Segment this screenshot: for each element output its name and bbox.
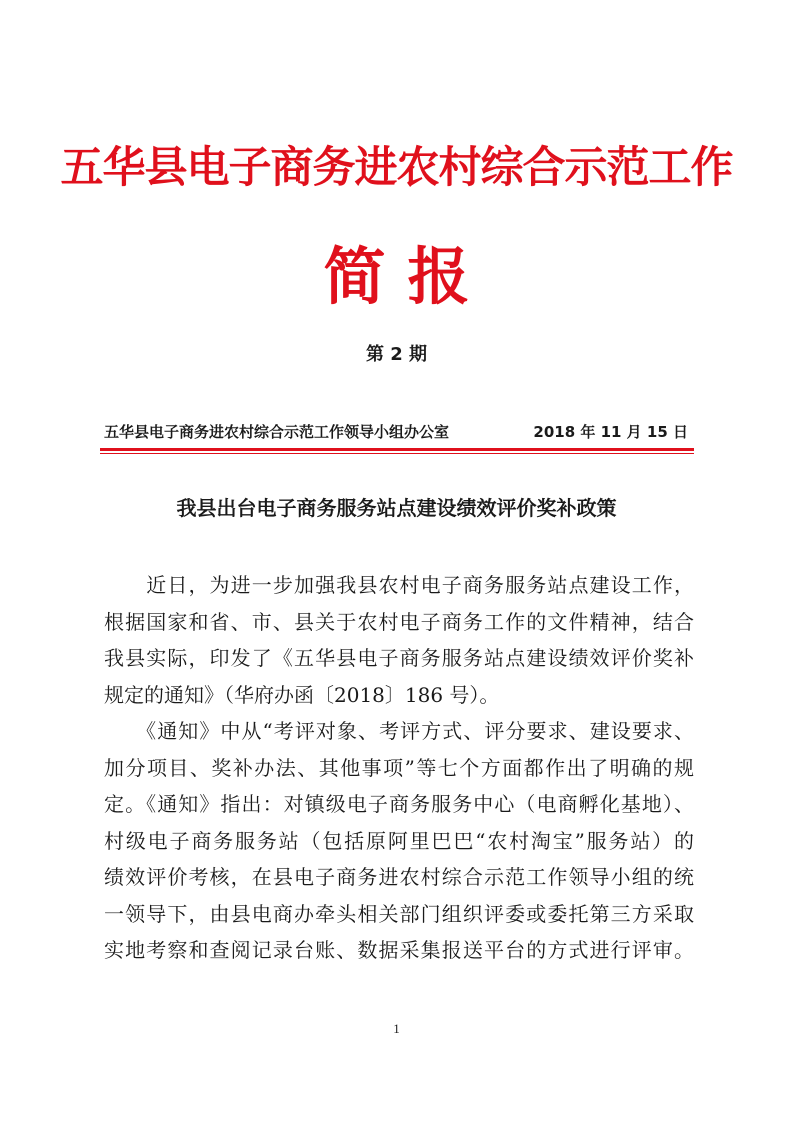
- text-line: 加分项目、奖补办法、其他事项”等七个方面都作出了明确的规: [104, 755, 694, 780]
- header-divider-thin: [100, 453, 694, 454]
- text-line: 定。《通知》指出：对镇级电子商务服务中心（电商孵化基地）、: [104, 792, 694, 816]
- issuing-office: 五华县电子商务进农村综合示范工作领导小组办公室: [104, 423, 450, 441]
- masthead-title: 五华县电子商务进农村综合示范工作: [60, 143, 733, 193]
- page-number: 1: [393, 1021, 400, 1036]
- bulletin-heading: 简报: [323, 240, 492, 313]
- text-line: 我县实际，印发了《五华县电子商务服务站点建设绩效评价奖补: [104, 646, 694, 670]
- text-line: 一领导下，由县电商办牵头相关部门组织评委或委托第三方采取: [104, 901, 694, 926]
- text-line: 实地考察和查阅记录台账、数据采集报送平台的方式进行评审。: [104, 938, 694, 962]
- text-line: 绩效评价考核，在县电子商务进农村综合示范工作领导小组的统: [104, 865, 694, 889]
- article-body: [104, 567, 694, 969]
- issue-number: 第 2 期: [365, 344, 428, 365]
- header-divider-thick: [100, 448, 694, 451]
- text-line: 近日，为进一步加强我县农村电子商务服务站点建设工作，: [104, 573, 694, 597]
- issuer-row: [104, 419, 694, 445]
- text-line: 规定的通知》（华府办函〔2018〕186 号）。: [104, 682, 500, 707]
- article-title: 我县出台电子商务服务站点建设绩效评价奖补政策: [176, 496, 617, 520]
- text-line: 村级电子商务服务站（包括原阿里巴巴“农村淘宝”服务站）的: [104, 828, 694, 853]
- issue-date: 2018 年 11 月 15 日: [533, 423, 688, 441]
- text-line: 《通知》中从“考评对象、考评方式、评分要求、建设要求、: [104, 719, 694, 743]
- paragraph-2: [104, 713, 694, 969]
- text-line: 根据国家和省、市、县关于农村电子商务工作的文件精神，结合: [104, 609, 694, 634]
- paragraph-1: [104, 567, 694, 713]
